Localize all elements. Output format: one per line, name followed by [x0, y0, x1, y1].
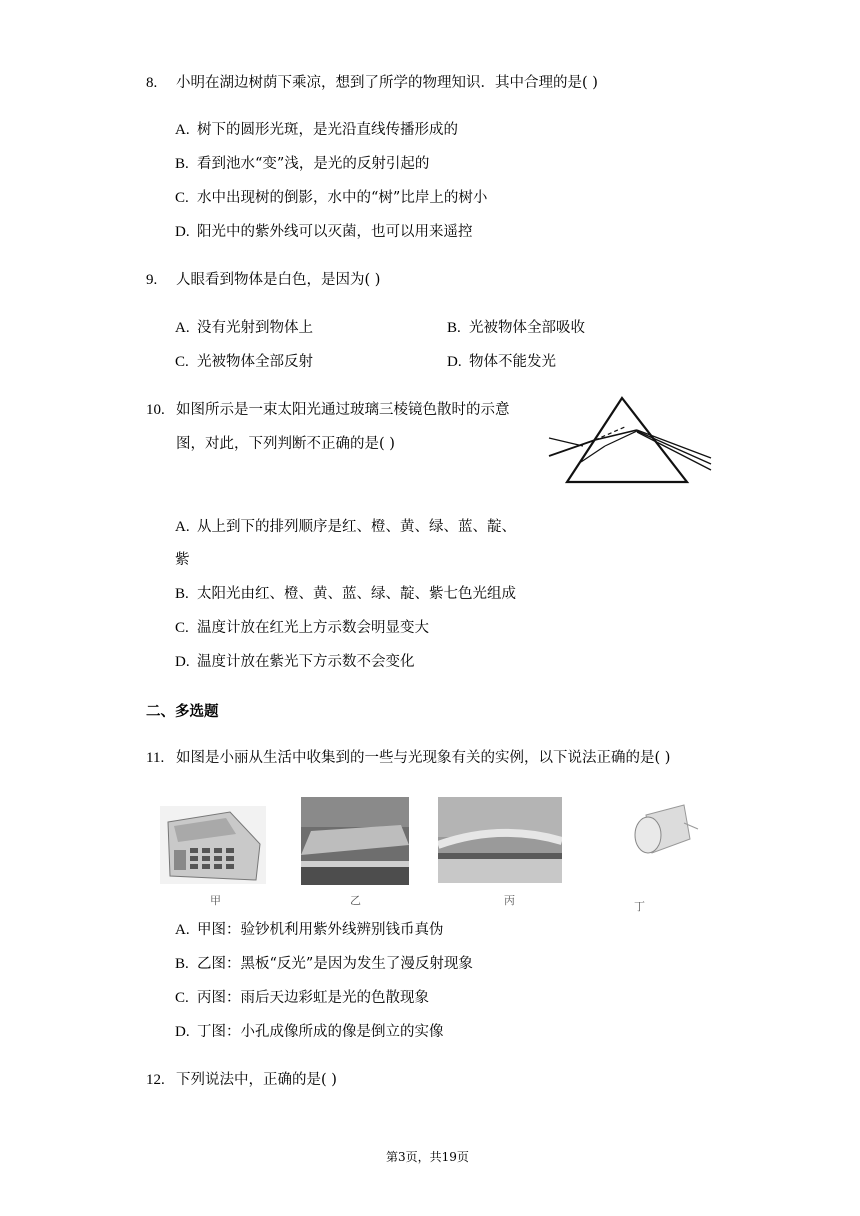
prism-dispersion-figure	[545, 394, 715, 486]
option-11c[interactable]: C. 丙图：雨后天边彩虹是光的色散现象	[175, 990, 429, 1006]
option-9b[interactable]: B. 光被物体全部吸收	[447, 320, 585, 336]
question-text: 下列说法中，正确的是( )	[176, 1072, 337, 1088]
question-text: 如图所示是一束太阳光通过玻璃三棱镜色散时的示意	[176, 402, 510, 418]
question-11-stem	[146, 748, 670, 768]
option-9a[interactable]: A. 没有光射到物体上	[175, 320, 313, 336]
question-text: 小明在湖边树荫下乘凉，想到了所学的物理知识．其中合理的是( )	[176, 75, 598, 91]
option-10a-cont: 紫	[175, 552, 190, 568]
option-8b[interactable]: B. 看到池水“变”浅，是光的反射引起的	[175, 156, 430, 172]
question-10-stem	[146, 400, 510, 420]
prism-triangle	[567, 398, 687, 482]
dispersed-rays	[637, 430, 711, 458]
option-9c[interactable]: C. 光被物体全部反射	[175, 354, 313, 370]
question-10-stem-cont	[176, 434, 395, 454]
photo-blackboard	[301, 797, 409, 885]
question-12-stem	[146, 1070, 337, 1090]
caption-jia: 甲	[210, 894, 221, 907]
option-11b[interactable]: B. 乙图：黑板“反光”是因为发生了漫反射现象	[175, 956, 473, 972]
question-number: 8.	[146, 75, 158, 91]
caption-bing: 丙	[504, 894, 515, 907]
question-text: 人眼看到物体是白色，是因为( )	[176, 272, 381, 288]
option-10b[interactable]: B. 太阳光由红、橙、黄、蓝、绿、靛、紫七色光组成	[175, 586, 516, 602]
option-11a[interactable]: A. 甲图：验钞机利用紫外线辨别钱币真伪	[175, 922, 444, 938]
photo-pinhole-tube	[628, 803, 700, 861]
question-number: 12.	[146, 1072, 165, 1088]
option-10d[interactable]: D. 温度计放在紫光下方示数不会变化	[175, 654, 415, 670]
question-text: 如图是小丽从生活中收集到的一些与光现象有关的实例，以下说法正确的是( )	[176, 750, 671, 766]
caption-yi: 乙	[350, 894, 361, 907]
photo-money-detector	[160, 806, 266, 884]
option-9d[interactable]: D. 物体不能发光	[447, 354, 556, 370]
question-number: 9.	[146, 272, 158, 288]
question-8-stem	[146, 73, 598, 93]
option-8a[interactable]: A. 树下的圆形光斑，是光沿直线传播形成的	[175, 122, 458, 138]
question-number: 10.	[146, 402, 165, 418]
question-number: 11.	[146, 750, 165, 766]
page-footer: 第3页，共19页	[386, 1150, 469, 1164]
caption-ding: 丁	[634, 900, 645, 913]
photo-rainbow	[438, 797, 562, 883]
section-heading: 二、多选题	[146, 703, 219, 720]
question-text: 图，对此，下列判断不正确的是( )	[176, 436, 395, 452]
option-8c[interactable]: C. 水中出现树的倒影，水中的“树”比岸上的树小	[175, 190, 488, 206]
option-11d[interactable]: D. 丁图：小孔成像所成的像是倒立的实像	[175, 1024, 444, 1040]
option-10c[interactable]: C. 温度计放在红光上方示数会明显变大	[175, 620, 429, 636]
question-9-stem	[146, 270, 380, 290]
option-10a[interactable]: A. 从上到下的排列顺序是红、橙、黄、绿、蓝、靛、	[175, 519, 516, 535]
option-8d[interactable]: D. 阳光中的紫外线可以灭菌，也可以用来遥控	[175, 224, 473, 240]
